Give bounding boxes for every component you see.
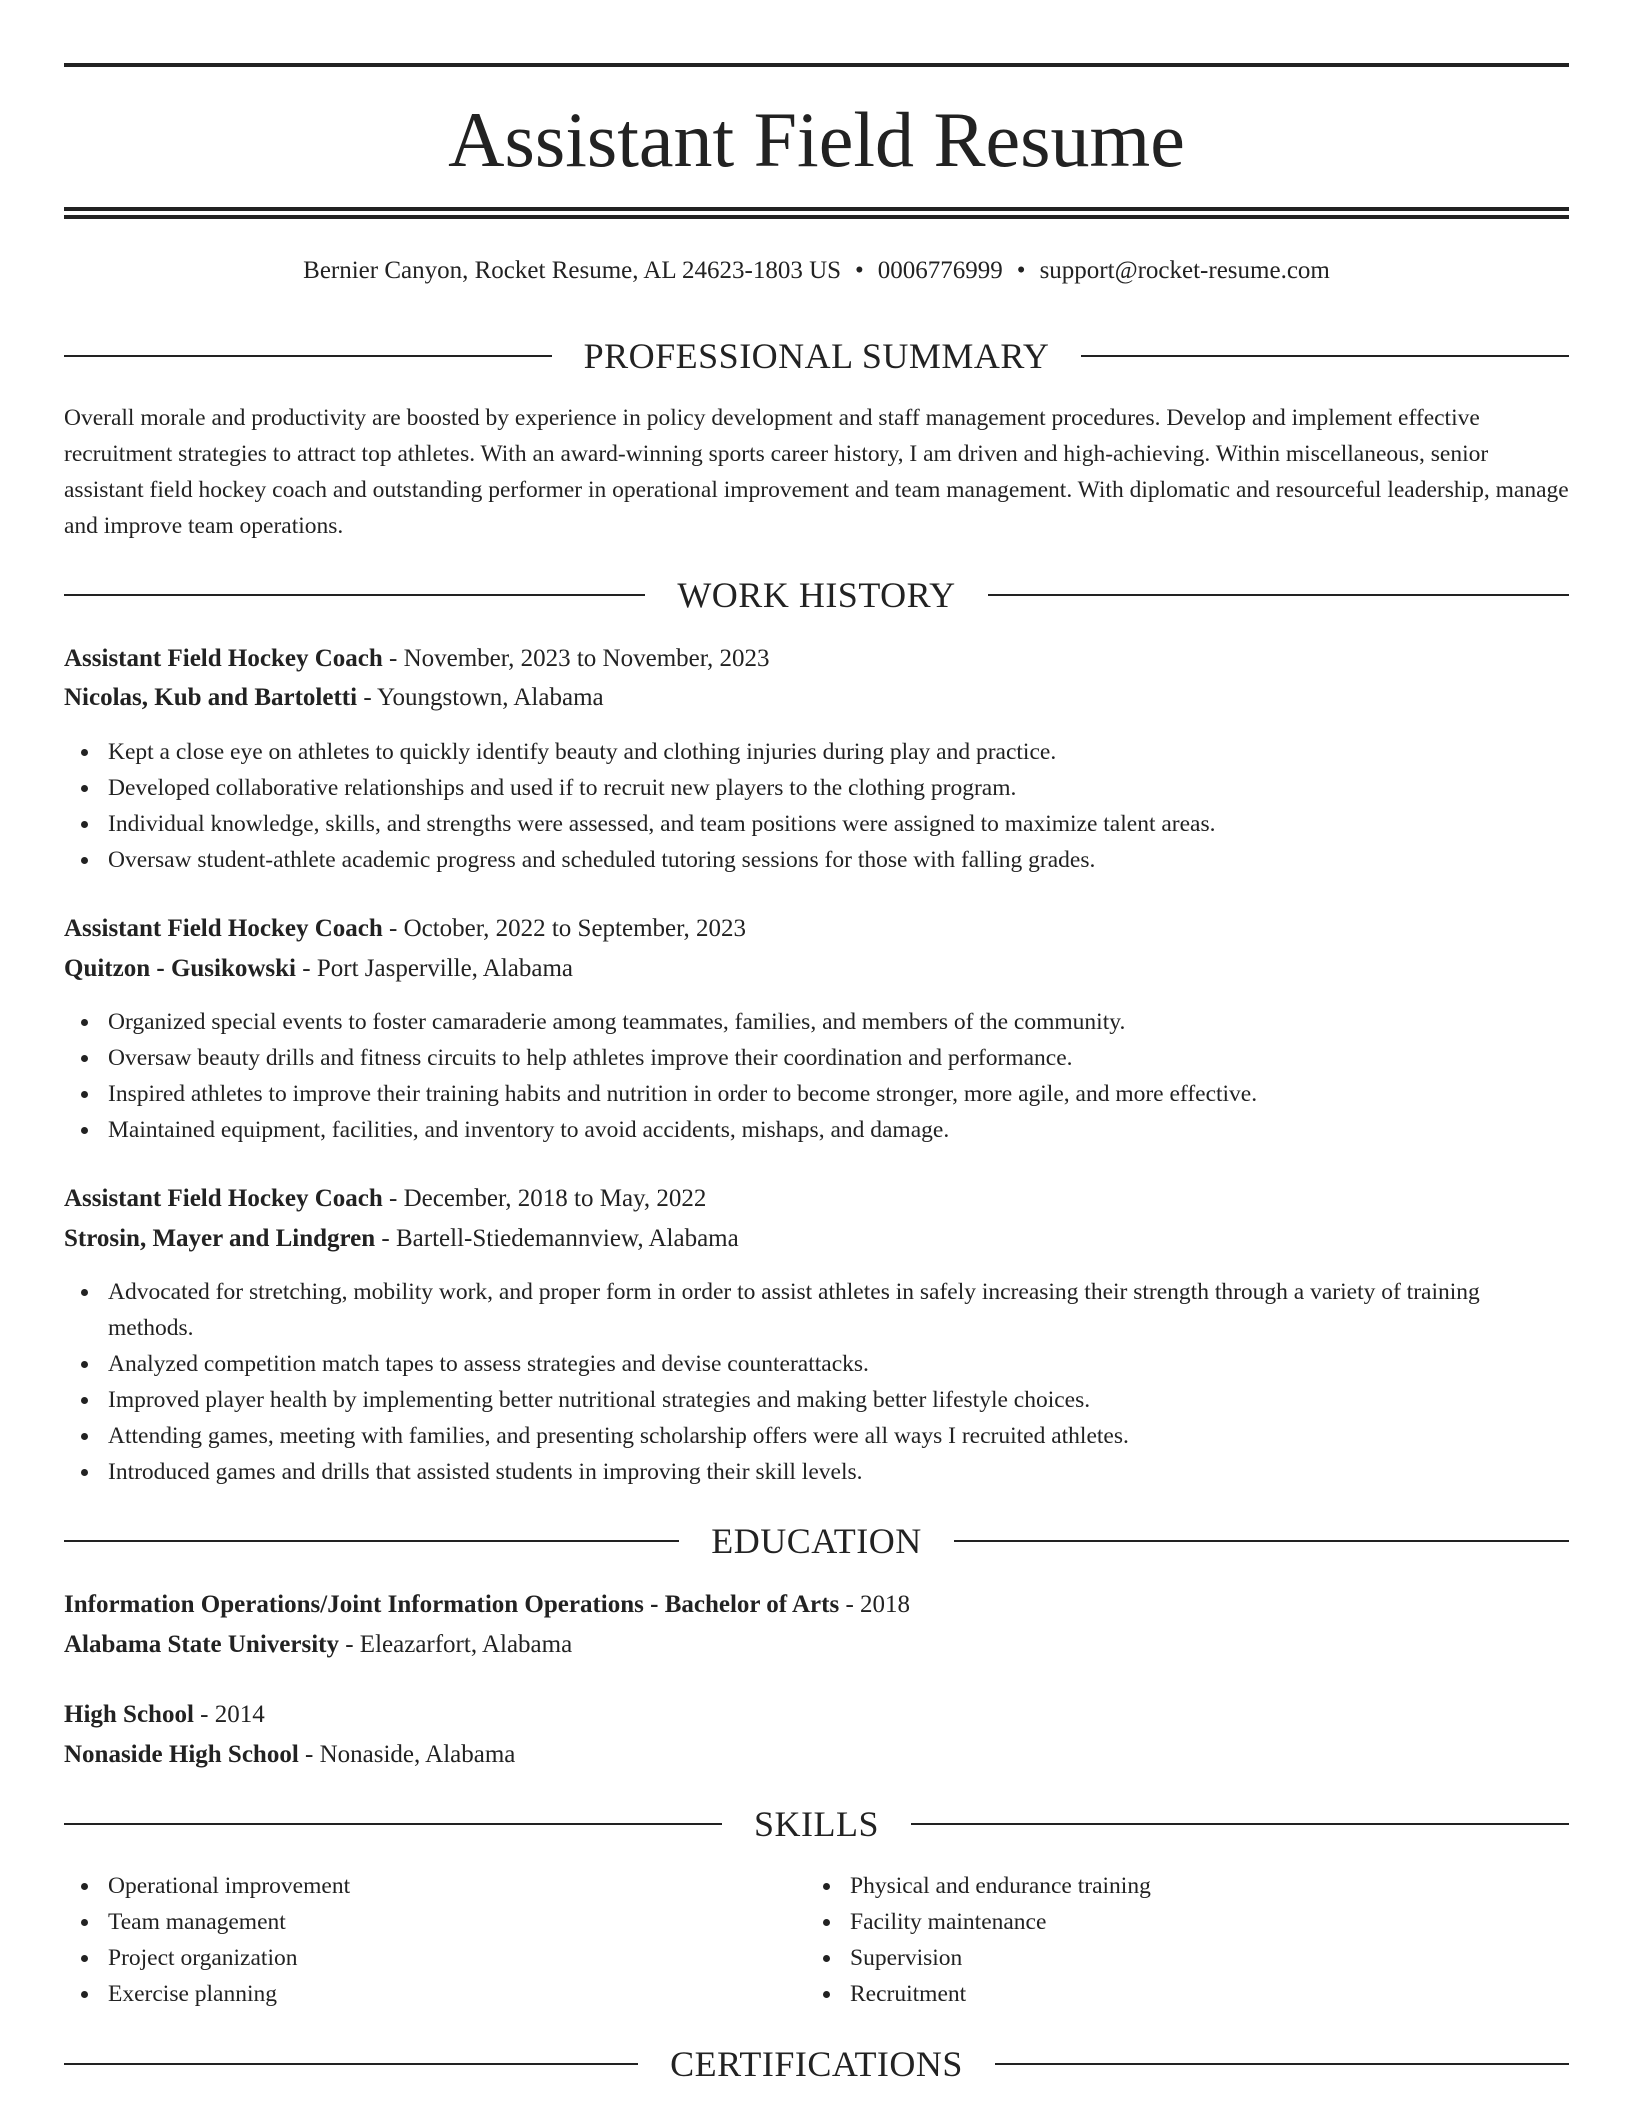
section-heading-work xyxy=(64,575,1569,615)
job-bullets xyxy=(64,734,1569,878)
job-title: Assistant Field Hockey Coach xyxy=(64,1185,383,1212)
heading-rule-left xyxy=(64,1823,722,1825)
education-year: - 2014 xyxy=(193,1701,265,1728)
title-double-rule-upper xyxy=(64,207,1569,211)
job-bullets xyxy=(64,1274,1569,1490)
list-item: Analyzed competition match tapes to assess strategies and devise counterattacks. xyxy=(64,1346,1569,1382)
list-item: Individual knowledge, skills, and strengths were assessed, and team positions were assigned to maximize talent areas. xyxy=(64,806,1569,842)
contact-separator: • xyxy=(1016,257,1026,284)
job-company: Nicolas, Kub and Bartoletti xyxy=(64,684,358,711)
heading-rule-left xyxy=(64,594,645,596)
list-item: Introduced games and drills that assisted students in improving their skill levels. xyxy=(64,1454,1569,1490)
heading-rule-left xyxy=(64,1540,679,1542)
job-company: Strosin, Mayer and Lindgren xyxy=(64,1225,376,1252)
title-double-rule-lower xyxy=(64,215,1569,219)
skill-item: Recruitment xyxy=(806,1976,1506,2012)
education-degree-line xyxy=(64,1587,1569,1623)
job-company-line xyxy=(64,1221,1569,1257)
section-heading-education xyxy=(64,1521,1569,1561)
contact-separator: • xyxy=(855,257,864,284)
job-location: - Youngstown, Alabama xyxy=(357,684,604,711)
job-location: - Bartell-Stiedemannview, Alabama xyxy=(375,1225,739,1252)
job-title-line xyxy=(64,911,1569,947)
job-location: - Port Jasperville, Alabama xyxy=(296,955,574,982)
list-item: Organized special events to foster camaraderie among teammates, families, and members of the community. xyxy=(64,1004,1569,1040)
list-item: Improved player health by implementing better nutritional strategies and making better lifestyle choices. xyxy=(64,1382,1569,1418)
section-heading-skills xyxy=(64,1804,1569,1844)
job-dates: - December, 2018 to May, 2022 xyxy=(382,1185,707,1212)
job-company: Quitzon - Gusikowski xyxy=(64,955,297,982)
resume-title: Assistant Field Resume xyxy=(448,96,1185,183)
job-dates: - October, 2022 to September, 2023 xyxy=(382,915,746,942)
section-title: CERTIFICATIONS xyxy=(670,2044,963,2084)
skill-item: Facility maintenance xyxy=(806,1904,1506,1940)
list-item: Maintained equipment, facilities, and inventory to avoid accidents, mishaps, and damage. xyxy=(64,1112,1569,1148)
heading-rule-left xyxy=(64,355,552,357)
skills-list-right xyxy=(806,1868,1506,2012)
heading-rule-right xyxy=(988,594,1569,596)
education-degree: Information Operations/Joint Information Operations - Bachelor of Arts xyxy=(64,1591,840,1618)
list-item: Oversaw beauty drills and fitness circuits to help athletes improve their coordination and performance. xyxy=(64,1040,1569,1076)
education-school-line xyxy=(64,1737,1569,1773)
skills-list-left xyxy=(64,1868,764,2012)
section-title: PROFESSIONAL SUMMARY xyxy=(583,336,1050,376)
list-item: Kept a close eye on athletes to quickly identify beauty and clothing injuries during play and practice. xyxy=(64,734,1569,770)
education-location: - Eleazarfort, Alabama xyxy=(338,1631,573,1658)
skill-item: Physical and endurance training xyxy=(806,1868,1506,1904)
job-bullets xyxy=(64,1004,1569,1148)
education-school: Alabama State University xyxy=(64,1631,339,1658)
skill-item: Operational improvement xyxy=(64,1868,764,1904)
contact-email[interactable]: support@rocket-resume.com xyxy=(1039,257,1330,284)
list-item: Advocated for stretching, mobility work, and proper form in order to assist athletes in safely increasing their strength through a variety of training methods. xyxy=(64,1274,1569,1346)
section-heading-summary xyxy=(64,336,1569,376)
education-degree-line xyxy=(64,1697,1569,1733)
job-title: Assistant Field Hockey Coach xyxy=(64,915,383,942)
job-dates: - November, 2023 to November, 2023 xyxy=(382,645,770,672)
heading-rule-right xyxy=(1081,355,1569,357)
education-year: - 2018 xyxy=(839,1591,911,1618)
job-title-line xyxy=(64,641,1569,677)
skill-item: Supervision xyxy=(806,1940,1506,1976)
summary-text: Overall morale and productivity are boosted by experience in policy development and staff management procedures. Develop and implement effective recruitment strategies to attract top athletes. With an award-winning sports career history, I am driven and high-achieving. Within miscellaneous, senior assistant field hockey coach and outstanding performer in operational improvement and team management. With diplomatic and resourceful leadership, manage and improve team operations. xyxy=(64,405,1569,539)
job-company-line xyxy=(64,951,1569,987)
heading-rule-right xyxy=(954,1540,1569,1542)
education-school-line xyxy=(64,1627,1569,1663)
section-title: EDUCATION xyxy=(711,1521,922,1561)
job-title-line xyxy=(64,1181,1569,1217)
section-heading-certifications xyxy=(64,2044,1569,2084)
education-location: - Nonaside, Alabama xyxy=(298,1741,516,1768)
contact-phone: 0006776999 xyxy=(877,257,1003,284)
contact-address: Bernier Canyon, Rocket Resume, AL 24623-1803 US xyxy=(303,257,842,284)
skill-item: Exercise planning xyxy=(64,1976,764,2012)
job-company-line xyxy=(64,680,1569,716)
contact-line xyxy=(64,254,1569,288)
list-item: Inspired athletes to improve their training habits and nutrition in order to become stronger, more agile, and more effective. xyxy=(64,1076,1569,1112)
heading-rule-left xyxy=(64,2063,638,2065)
section-title: SKILLS xyxy=(754,1804,880,1844)
job-title: Assistant Field Hockey Coach xyxy=(64,645,383,672)
list-item: Oversaw student-athlete academic progress and scheduled tutoring sessions for those with falling grades. xyxy=(64,842,1569,878)
education-school: Nonaside High School xyxy=(64,1741,299,1768)
list-item: Attending games, meeting with families, and presenting scholarship offers were all ways I recruited athletes. xyxy=(64,1418,1569,1454)
list-item: Developed collaborative relationships and used if to recruit new players to the clothing program. xyxy=(64,770,1569,806)
education-degree: High School xyxy=(64,1701,194,1728)
skill-item: Team management xyxy=(64,1904,764,1940)
heading-rule-right xyxy=(911,1823,1569,1825)
section-title: WORK HISTORY xyxy=(677,575,956,615)
skill-item: Project organization xyxy=(64,1940,764,1976)
top-rule xyxy=(64,63,1569,67)
heading-rule-right xyxy=(995,2063,1569,2065)
